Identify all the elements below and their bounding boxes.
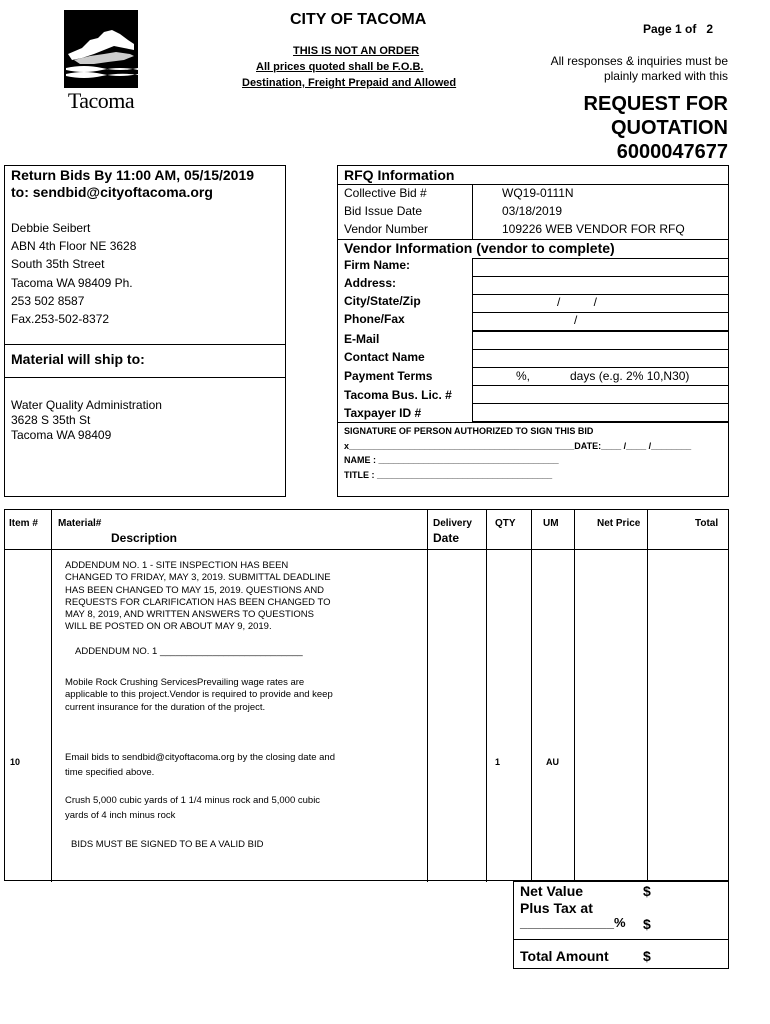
totals-box (513, 881, 729, 969)
col-qty: QTY (495, 518, 516, 529)
column-divider (531, 510, 532, 882)
column-divider (472, 184, 473, 239)
must-sign-text: BIDS MUST BE SIGNED TO BE A VALID BID (71, 839, 264, 850)
rfq-title-line2: QUOTATION (610, 117, 728, 139)
vendor-info-title: Vendor Information (vendor to complete) (344, 240, 615, 256)
city-state-zip-field[interactable] (472, 294, 729, 313)
vendor-label: E-Mail (344, 332, 380, 346)
ship-to-label: Material will ship to: (11, 351, 145, 367)
column-divider (647, 510, 648, 882)
text-line: CHANGED TO FRIDAY, MAY 3, 2019. SUBMITTAL DEADLINE (65, 572, 331, 584)
tax-percent-field[interactable]: _____________% (520, 915, 626, 930)
column-divider (51, 510, 52, 882)
text-line: MAY 8, 2019, AND WRITTEN ANSWERS TO QUESTIONS (65, 609, 314, 621)
vendor-label: Payment Terms (344, 369, 433, 383)
column-divider (574, 510, 575, 882)
firm-name-field[interactable] (472, 258, 729, 277)
text-line: current insurance for the duration of the project. (65, 701, 266, 713)
item-number: 10 (10, 757, 21, 767)
responses-note-2: plainly marked with this (603, 69, 728, 83)
city-logo (64, 10, 138, 114)
tax-currency: $ (643, 916, 651, 932)
plus-tax-label: Plus Tax at (520, 900, 593, 916)
vendor-label: Taxpayer ID # (344, 406, 422, 420)
contact-line: South 35th Street (11, 257, 105, 272)
text-line: REQUESTS FOR CLARIFICATION HAS BEEN CHANGED TO (65, 596, 331, 608)
col-description: Description (111, 531, 178, 545)
address-line: Tacoma WA 98409 (11, 428, 112, 442)
net-value-label: Net Value (520, 883, 584, 899)
business-license-field[interactable] (472, 385, 729, 404)
text-line: Mobile Rock Crushing ServicesPrevailing wage rates are (65, 677, 305, 688)
rfq-title-line1: REQUEST FOR (583, 93, 728, 115)
contact-line: Tacoma WA 98409 Ph. (11, 275, 133, 290)
field-separator: / / (557, 295, 598, 309)
return-bids-box (4, 165, 286, 497)
prevailing-wage-text (65, 677, 333, 714)
text-line: HAS BEEN CHANGED TO MAY 15, 2019. QUESTIONS AND (65, 584, 325, 596)
ship-to-address (11, 398, 162, 443)
rfq-label: Vendor Number (344, 222, 429, 236)
address-line: Water Quality Administration (11, 398, 162, 412)
email-bids-text (65, 750, 335, 780)
return-deadline: Return Bids By 11:00 AM, 05/15/2019 (11, 167, 255, 183)
rfq-label: Bid Issue Date (344, 204, 423, 218)
vendor-label: Tacoma Bus. Lic. # (344, 388, 452, 402)
email-field[interactable] (472, 331, 729, 350)
name-line[interactable]: NAME : ____________________________________ (344, 455, 559, 465)
phone-fax-field[interactable] (472, 312, 729, 331)
responses-note-1: All responses & inquiries must be (550, 54, 728, 68)
rfq-value: WQ19-0111N (502, 186, 574, 200)
text-line: Crush 5,000 cubic yards of 1 1/4 minus rock and 5,000 cubic (65, 795, 321, 806)
vendor-label: Address: (344, 276, 397, 290)
divider (338, 422, 728, 423)
rfq-value: 03/18/2019 (502, 204, 563, 218)
contact-line: 253 502 8587 (11, 293, 85, 308)
vendor-label: Phone/Fax (344, 312, 405, 326)
total-amount-label: Total Amount (520, 948, 609, 964)
signature-title: SIGNATURE OF PERSON AUTHORIZED TO SIGN THIS BID (344, 426, 594, 436)
addendum-text (65, 560, 331, 634)
return-email: to: sendbid@cityoftacoma.org (11, 184, 213, 200)
contact-line: Fax.253-502-8372 (11, 312, 110, 327)
line-item-table (4, 509, 729, 881)
net-value-currency: $ (643, 883, 651, 899)
text-line: time specified above. (65, 767, 155, 778)
rfq-number: 6000047677 (616, 141, 728, 163)
addendum-acknowledgement[interactable]: ADDENDUM NO. 1 ___________________________ (75, 646, 303, 657)
field-separator: / (574, 313, 578, 327)
city-title: CITY OF TACOMA (290, 11, 427, 28)
col-item: Item # (9, 518, 38, 529)
address-line: 3628 S 35th St (11, 413, 91, 427)
total-amount-currency: $ (643, 948, 651, 964)
contact-line: Debbie Seibert (11, 221, 91, 235)
col-net-price: Net Price (597, 518, 641, 529)
text-line: WILL BE POSTED ON OR ABOUT MAY 9, 2019. (65, 621, 272, 633)
rfq-info-box (337, 165, 729, 497)
fob-notice: All prices quoted shall be F.O.B. (256, 61, 424, 73)
col-material: Material# (58, 518, 102, 529)
signature-line[interactable]: x_____________________________________________DATE:____ /____ /________ (344, 441, 692, 451)
col-date: Date (433, 531, 460, 545)
col-delivery: Delivery (433, 518, 472, 529)
rfq-info-title: RFQ Information (344, 167, 455, 183)
payment-terms-field[interactable] (472, 367, 729, 386)
text-line: Email bids to sendbid@cityoftacoma.org by the closing date and (65, 752, 335, 763)
header-divider (5, 549, 728, 550)
mountain-logo-icon (64, 10, 138, 88)
not-order-notice: THIS IS NOT AN ORDER (293, 45, 420, 57)
divider (514, 939, 728, 940)
divider (5, 344, 285, 345)
item-qty: 1 (495, 757, 501, 767)
contact-name-field[interactable] (472, 349, 729, 368)
col-total: Total (695, 518, 719, 529)
address-field[interactable] (472, 276, 729, 295)
logo-wordmark: Tacoma (67, 88, 135, 113)
vendor-label: Contact Name (344, 350, 425, 364)
divider (5, 377, 285, 378)
vendor-label: Firm Name: (344, 258, 411, 272)
title-line[interactable]: TITLE : ___________________________________ (344, 470, 553, 480)
page-indicator: Page 1 of 2 (643, 22, 714, 36)
column-divider (486, 510, 487, 882)
text-line: yards of 4 inch minus rock (65, 810, 176, 821)
item-um: AU (546, 757, 559, 767)
vendor-label: City/State/Zip (344, 294, 421, 308)
crush-text (65, 793, 320, 823)
divider (338, 184, 728, 185)
destination-notice: Destination, Freight Prepaid and Allowed (242, 77, 457, 89)
column-divider (427, 510, 428, 882)
buyer-contact (11, 219, 136, 328)
rfq-value: 109226 WEB VENDOR FOR RFQ (502, 222, 685, 236)
payment-terms-hint: %, days (e.g. 2% 10,N30) (516, 369, 690, 383)
col-um: UM (543, 518, 559, 529)
text-line: ADDENDUM NO. 1 - SITE INSPECTION HAS BEEN (65, 560, 289, 571)
contact-line: ABN 4th Floor NE 3628 (11, 239, 137, 254)
taxpayer-id-field[interactable] (472, 403, 729, 422)
text-line: applicable to this project.Vendor is required to provide and keep (65, 689, 333, 701)
rfq-label: Collective Bid # (344, 186, 427, 200)
